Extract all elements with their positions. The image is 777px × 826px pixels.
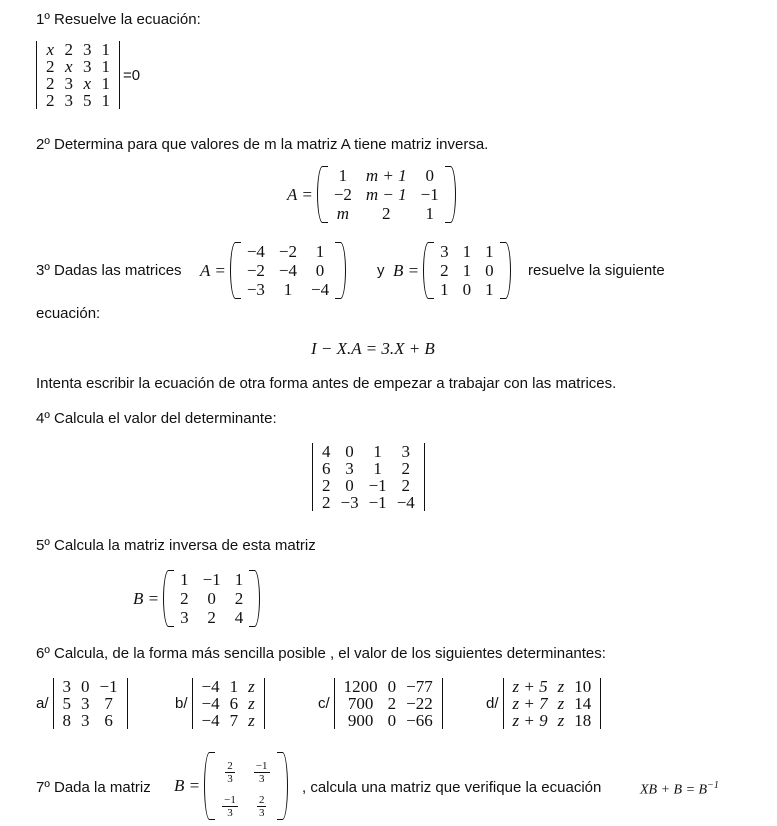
matrix-cell: 1 <box>229 677 239 696</box>
matrix-cell: −4 <box>201 711 220 730</box>
matrix-cell: 2 <box>322 493 331 512</box>
matrix-cell: 2 <box>382 204 391 223</box>
matrix-row <box>240 242 336 261</box>
matrix-cell: −66 <box>406 711 433 730</box>
matrix-cell: 0 <box>387 711 397 730</box>
q4-title: 4º Calcula el valor del determinante: <box>36 410 277 427</box>
matrix-cell: 6 <box>322 459 331 478</box>
matrix-cell: 2 <box>46 91 55 110</box>
matrix-cell: 1 <box>462 261 472 280</box>
matrix-cell: 1 <box>373 459 382 478</box>
matrix-cell: 8 <box>62 711 72 730</box>
q3-cont: ecuación: <box>36 305 101 322</box>
matrix-row <box>433 280 501 299</box>
matrix-cell: m − 1 <box>365 185 407 204</box>
matrix-cell: 4 <box>234 608 244 627</box>
matrix-cell: 1 <box>315 242 325 261</box>
q1-determinant <box>36 41 140 109</box>
q6-title: 6º Calcula, de la forma más sencilla posible , el valor de los siguientes determinantes: <box>36 645 606 662</box>
q3-prefix: 3º Dadas las matrices <box>36 262 182 279</box>
matrix-cell: 1 <box>338 166 348 185</box>
matrix-cell: −4 <box>278 261 297 280</box>
matrix-cell: 6 <box>104 711 113 730</box>
matrix-cell: z <box>248 694 255 713</box>
matrix-cell: z <box>557 711 565 730</box>
matrix-cell: 2 <box>401 459 410 478</box>
q7-prefix: 7º Dada la matriz <box>36 779 151 796</box>
matrix-cell: 1 <box>180 570 189 589</box>
matrix-cell: z + 9 <box>512 711 548 730</box>
matrix-row <box>240 280 336 299</box>
matrix-row <box>317 460 420 477</box>
q4-determinant <box>312 443 425 511</box>
matrix-row <box>317 494 420 511</box>
matrix-cell: 2 <box>207 608 216 627</box>
matrix-row <box>508 712 597 729</box>
q3-label-a: A = <box>200 260 226 280</box>
q7-matrix <box>174 752 288 820</box>
q6-d <box>486 678 601 729</box>
matrix-cell: −2 <box>278 242 297 261</box>
matrix-cell: 3 <box>401 442 410 461</box>
matrix-cell: m + 1 <box>365 166 407 185</box>
matrix-row <box>58 695 123 712</box>
matrix-cell: 1 <box>283 280 293 299</box>
matrix-cell: 1 <box>101 57 110 76</box>
matrix-cell: x <box>83 74 92 93</box>
q6-a <box>36 678 128 729</box>
matrix-cell: −4 <box>396 493 415 512</box>
matrix-cell: 0 <box>345 476 354 495</box>
q3-equation: I − X.A = 3.X + B <box>311 339 435 358</box>
matrix-row <box>327 204 446 223</box>
matrix-row <box>433 242 501 261</box>
q2-matrix <box>287 166 456 223</box>
matrix-cell: 5 <box>83 91 92 110</box>
matrix-cell: −22 <box>406 694 433 713</box>
q7-suffix: , calcula una matriz que verifique la ecuación <box>302 779 602 796</box>
matrix-cell: x <box>64 57 73 76</box>
matrix-cell: 18 <box>574 711 592 730</box>
matrix-row <box>327 185 446 204</box>
matrix-row <box>41 75 115 92</box>
matrix-cell: 1 <box>425 204 434 223</box>
matrix-cell: −4 <box>246 242 265 261</box>
matrix-cell: 0 <box>207 589 216 608</box>
matrix-cell: z <box>248 677 255 696</box>
matrix-cell: 0 <box>315 261 325 280</box>
matrix-row <box>433 261 501 280</box>
matrix-cell: 2 <box>64 40 73 59</box>
matrix-cell: 4 <box>322 442 331 461</box>
matrix-cell: 3 <box>81 694 90 713</box>
matrix-cell: 3 <box>83 57 92 76</box>
matrix-row <box>41 58 115 75</box>
q7-equation: XB + $B = B^{-1}$ <box>640 780 719 798</box>
matrix-cell: 0 <box>81 677 90 696</box>
q6-d-label: d/ <box>486 695 499 712</box>
matrix-row <box>339 678 438 695</box>
matrix-row <box>197 712 260 729</box>
matrix-cell: 1 <box>101 40 110 59</box>
matrix-cell: m <box>336 204 349 223</box>
matrix-cell: 2 <box>387 694 397 713</box>
matrix-cell: 0 <box>485 261 494 280</box>
matrix-cell: 0 <box>462 280 472 299</box>
q3-suffix: resuelve la siguiente <box>528 262 665 279</box>
matrix-cell: 2 <box>322 476 331 495</box>
matrix-cell: −3 <box>246 280 265 299</box>
matrix-cell: −2 <box>246 261 265 280</box>
matrix-cell: z + 5 <box>512 677 548 696</box>
q1-equals: =0 <box>123 66 141 84</box>
q2-label: A = <box>287 184 313 204</box>
q5-matrix <box>133 570 260 627</box>
matrix-cell: −2 <box>333 185 352 204</box>
matrix-cell: −1 <box>368 476 387 495</box>
matrix-cell: −1 <box>420 185 439 204</box>
q3-hint: Intenta escribir la ecuación de otra forma antes de empezar a trabajar con las matrices. <box>36 375 617 392</box>
matrix-cell: 3 <box>345 459 354 478</box>
matrix-cell: 14 <box>574 694 592 713</box>
q7-m12: $\frac{-1}{3}$ <box>255 759 268 785</box>
matrix-cell: z <box>557 677 565 696</box>
matrix-cell: 3 <box>64 74 73 93</box>
matrix-cell: 7 <box>104 694 113 713</box>
matrix-row <box>317 477 420 494</box>
q3-matrix-b <box>393 242 511 299</box>
matrix-row <box>41 92 115 109</box>
matrix-row <box>173 589 250 608</box>
matrix-cell: 1 <box>485 242 494 261</box>
matrix-cell: 700 <box>347 694 374 713</box>
matrix-row <box>58 712 123 729</box>
matrix-cell: −4 <box>201 677 220 696</box>
matrix-cell: 2 <box>46 74 55 93</box>
q6-c <box>318 678 443 729</box>
q6-b <box>175 678 265 729</box>
q7-m22: $\frac{2}{3}$ <box>258 793 265 819</box>
matrix-row <box>240 261 336 280</box>
matrix-cell: 900 <box>347 711 374 730</box>
matrix-cell: −4 <box>201 694 220 713</box>
matrix-cell: 2 <box>234 589 244 608</box>
matrix-row <box>327 166 446 185</box>
matrix-row <box>317 443 420 460</box>
matrix-cell: 0 <box>387 677 397 696</box>
q3-and: y <box>377 262 385 279</box>
matrix-cell: 2 <box>440 261 449 280</box>
q5-title: 5º Calcula la matriz inversa de esta matriz <box>36 537 316 554</box>
matrix-row <box>173 608 250 627</box>
matrix-cell: −1 <box>202 570 221 589</box>
matrix-cell: 0 <box>345 442 354 461</box>
matrix-cell: 3 <box>64 91 73 110</box>
q7-label: B = <box>174 776 201 795</box>
matrix-cell: 1200 <box>343 677 378 696</box>
matrix-cell: 2 <box>46 57 55 76</box>
matrix-cell: 1 <box>440 280 449 299</box>
matrix-row <box>41 41 115 58</box>
matrix-cell: z + 7 <box>512 694 548 713</box>
matrix-cell: 5 <box>62 694 72 713</box>
q1-title: 1º Resuelve la ecuación: <box>36 11 201 28</box>
matrix-row <box>173 570 250 589</box>
q6-a-label: a/ <box>36 695 49 712</box>
matrix-cell: 1 <box>462 242 472 261</box>
matrix-cell: z <box>557 694 565 713</box>
matrix-cell: 6 <box>229 694 239 713</box>
matrix-cell: 1 <box>234 570 244 589</box>
matrix-cell: −1 <box>368 493 387 512</box>
matrix-cell: 1 <box>373 442 382 461</box>
matrix-cell: 7 <box>229 711 239 730</box>
q5-label: B = <box>133 588 160 608</box>
matrix-cell: 2 <box>401 476 410 495</box>
matrix-cell: 3 <box>81 711 90 730</box>
q6-c-label: c/ <box>318 695 330 712</box>
matrix-cell: 0 <box>425 166 434 185</box>
matrix-cell: 3 <box>180 608 189 627</box>
q3-label-b: B = <box>393 260 420 280</box>
q2-title: 2º Determina para que valores de m la matriz A tiene matriz inversa. <box>36 136 489 153</box>
q6-b-label: b/ <box>175 695 188 712</box>
matrix-cell: 2 <box>180 589 189 608</box>
matrix-row <box>339 695 438 712</box>
matrix-row <box>339 712 438 729</box>
q3-matrix-a <box>200 242 346 299</box>
matrix-row <box>197 695 260 712</box>
matrix-cell: −4 <box>311 280 330 299</box>
matrix-cell: x <box>46 40 55 59</box>
matrix-row <box>58 678 123 695</box>
matrix-cell: −1 <box>99 677 118 696</box>
matrix-cell: −77 <box>406 677 433 696</box>
matrix-cell: 1 <box>101 74 110 93</box>
matrix-cell: −3 <box>340 493 359 512</box>
matrix-cell: 3 <box>440 242 449 261</box>
matrix-cell: 1 <box>485 280 494 299</box>
matrix-cell: 3 <box>83 40 92 59</box>
matrix-cell: z <box>248 711 255 730</box>
matrix-cell: 1 <box>101 91 110 110</box>
q7-m11: $\frac{2}{3}$ <box>227 759 233 785</box>
matrix-row <box>508 678 597 695</box>
matrix-cell: 3 <box>62 677 72 696</box>
matrix-cell: 10 <box>574 677 592 696</box>
q7-m21: $\frac{-1}{3}$ <box>224 793 236 819</box>
matrix-row <box>508 695 597 712</box>
matrix-row <box>197 678 260 695</box>
